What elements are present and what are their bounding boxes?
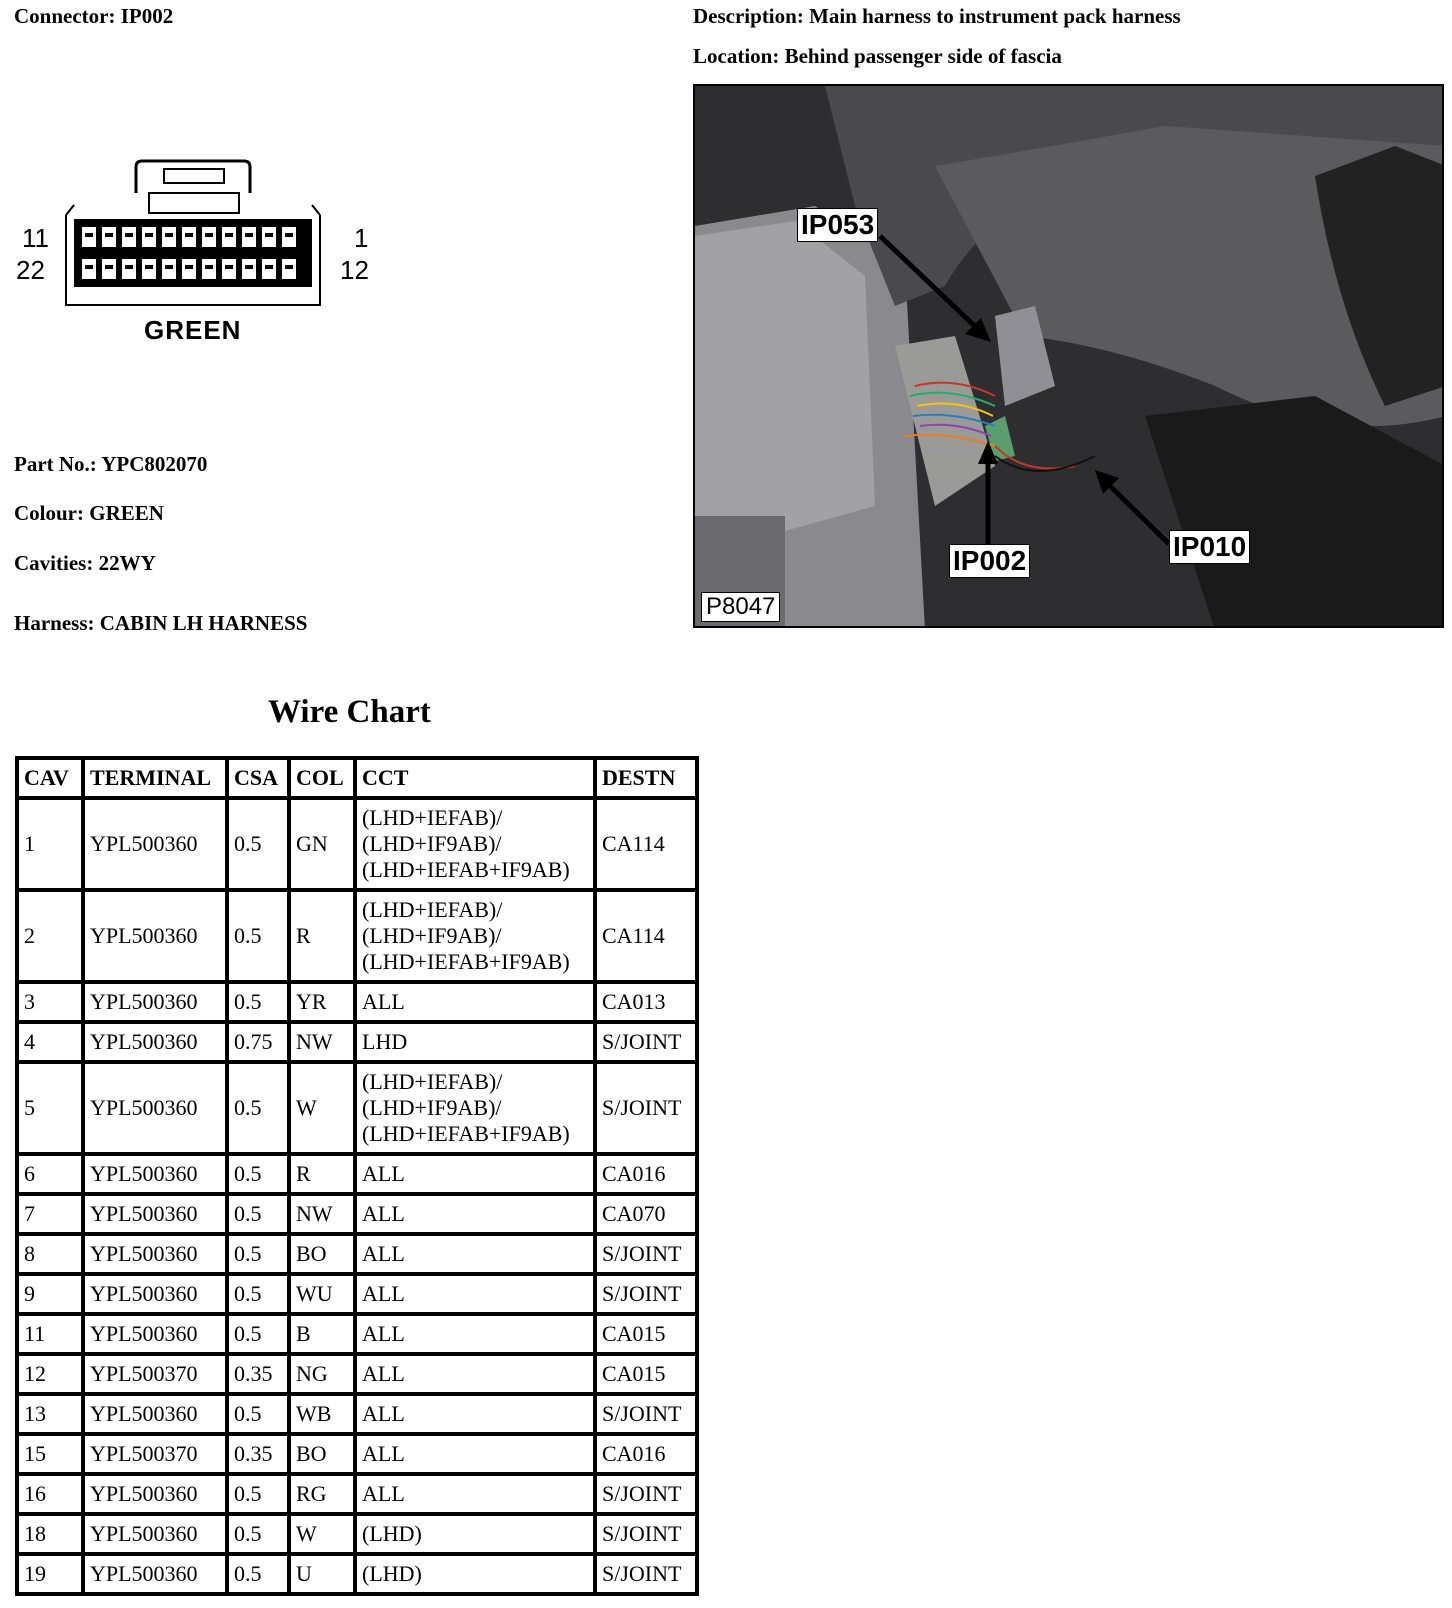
cell-col: RG bbox=[291, 1476, 357, 1516]
cell-cct bbox=[357, 1316, 597, 1356]
cct-line: ALL bbox=[362, 1401, 405, 1426]
cell-cct bbox=[357, 1064, 597, 1156]
cct-line: ALL bbox=[362, 1481, 405, 1506]
cell-cav: 4 bbox=[19, 1024, 85, 1064]
wire-chart-body bbox=[19, 800, 695, 1592]
cell-csa: 0.5 bbox=[229, 1476, 291, 1516]
cell-cav: 9 bbox=[19, 1276, 85, 1316]
cell-terminal: YPL500360 bbox=[85, 1064, 229, 1156]
column-header-cct: CCT bbox=[357, 760, 597, 800]
cct-line: ALL bbox=[362, 1161, 405, 1186]
cct-line: (LHD) bbox=[362, 1521, 422, 1546]
cell-terminal: YPL500360 bbox=[85, 1476, 229, 1516]
cell-destn: CA114 bbox=[597, 800, 695, 892]
cct-line: ALL bbox=[362, 1241, 405, 1266]
cell-terminal: YPL500370 bbox=[85, 1436, 229, 1476]
cell-csa: 0.5 bbox=[229, 1064, 291, 1156]
cell-terminal: YPL500360 bbox=[85, 1236, 229, 1276]
photo-label-ip053: IP053 bbox=[797, 208, 878, 242]
cell-terminal: YPL500360 bbox=[85, 800, 229, 892]
cell-col: R bbox=[291, 892, 357, 984]
cell-col: YR bbox=[291, 984, 357, 1024]
cct-line: (LHD+IF9AB)/ bbox=[362, 831, 502, 856]
cell-cct bbox=[357, 1396, 597, 1436]
cell-csa: 0.5 bbox=[229, 1276, 291, 1316]
connector-diagram bbox=[14, 155, 394, 365]
cct-line: ALL bbox=[362, 1441, 405, 1466]
photo-label-ip002: IP002 bbox=[949, 544, 1030, 578]
cell-cav: 18 bbox=[19, 1516, 85, 1556]
wire-chart-table bbox=[15, 756, 699, 1596]
cell-terminal: YPL500360 bbox=[85, 1396, 229, 1436]
cct-line: ALL bbox=[362, 989, 405, 1014]
cell-csa: 0.5 bbox=[229, 1556, 291, 1592]
location-text: Location: Behind passenger side of fascia bbox=[693, 44, 1062, 68]
table-row bbox=[19, 1276, 695, 1316]
table-row bbox=[19, 1024, 695, 1064]
cell-col: BO bbox=[291, 1436, 357, 1476]
cell-cct bbox=[357, 800, 597, 892]
cell-terminal: YPL500360 bbox=[85, 1276, 229, 1316]
photo-illustration bbox=[695, 86, 1444, 628]
cell-cav: 12 bbox=[19, 1356, 85, 1396]
cell-destn: CA015 bbox=[597, 1356, 695, 1396]
part-number: Part No.: YPC802070 bbox=[14, 452, 208, 476]
cell-cav: 3 bbox=[19, 984, 85, 1024]
cell-terminal: YPL500360 bbox=[85, 1516, 229, 1556]
cell-destn: S/JOINT bbox=[597, 1476, 695, 1516]
cell-col: NG bbox=[291, 1356, 357, 1396]
connector-face-drawing bbox=[14, 155, 394, 315]
table-row bbox=[19, 1396, 695, 1436]
cell-cct bbox=[357, 1356, 597, 1396]
cell-destn: S/JOINT bbox=[597, 1276, 695, 1316]
cell-destn: S/JOINT bbox=[597, 1236, 695, 1276]
cell-csa: 0.5 bbox=[229, 1516, 291, 1556]
photo-reference: P8047 bbox=[701, 592, 780, 622]
cell-cct bbox=[357, 1196, 597, 1236]
cell-destn: CA016 bbox=[597, 1436, 695, 1476]
pin-label-12: 12 bbox=[340, 255, 369, 285]
pin-label-22: 22 bbox=[16, 255, 45, 285]
table-row bbox=[19, 1064, 695, 1156]
cell-cav: 1 bbox=[19, 800, 85, 892]
cell-destn: CA114 bbox=[597, 892, 695, 984]
cell-col: WU bbox=[291, 1276, 357, 1316]
table-row bbox=[19, 800, 695, 892]
cell-cct bbox=[357, 984, 597, 1024]
cell-terminal: YPL500360 bbox=[85, 1316, 229, 1356]
cct-line: (LHD) bbox=[362, 1561, 422, 1586]
column-header-terminal: TERMINAL bbox=[85, 760, 229, 800]
cell-destn: CA016 bbox=[597, 1156, 695, 1196]
table-row bbox=[19, 1476, 695, 1516]
cell-csa: 0.5 bbox=[229, 1196, 291, 1236]
cell-csa: 0.5 bbox=[229, 1236, 291, 1276]
table-row bbox=[19, 984, 695, 1024]
table-row bbox=[19, 1156, 695, 1196]
cct-line: (LHD+IEFAB+IF9AB) bbox=[362, 1121, 570, 1146]
cell-cct bbox=[357, 892, 597, 984]
cell-csa: 0.35 bbox=[229, 1436, 291, 1476]
cell-col: NW bbox=[291, 1024, 357, 1064]
cell-cav: 19 bbox=[19, 1556, 85, 1592]
cell-destn: S/JOINT bbox=[597, 1024, 695, 1064]
cell-destn: S/JOINT bbox=[597, 1064, 695, 1156]
table-row bbox=[19, 1356, 695, 1396]
cell-csa: 0.5 bbox=[229, 800, 291, 892]
pin-label-11: 11 bbox=[22, 223, 49, 253]
cell-destn: CA013 bbox=[597, 984, 695, 1024]
cell-col: GN bbox=[291, 800, 357, 892]
cct-line: ALL bbox=[362, 1201, 405, 1226]
cell-col: W bbox=[291, 1064, 357, 1156]
cell-destn: S/JOINT bbox=[597, 1396, 695, 1436]
location-photo bbox=[693, 84, 1444, 628]
photo-label-ip010: IP010 bbox=[1169, 530, 1250, 564]
cct-line: (LHD+IF9AB)/ bbox=[362, 923, 502, 948]
cell-csa: 0.35 bbox=[229, 1356, 291, 1396]
column-header-cav: CAV bbox=[19, 760, 85, 800]
cell-csa: 0.5 bbox=[229, 892, 291, 984]
cell-cav: 5 bbox=[19, 1064, 85, 1156]
cell-cav: 16 bbox=[19, 1476, 85, 1516]
cct-line: (LHD+IEFAB)/ bbox=[362, 805, 503, 830]
cell-destn: CA015 bbox=[597, 1316, 695, 1356]
table-header-row bbox=[19, 760, 695, 800]
cell-terminal: YPL500360 bbox=[85, 892, 229, 984]
cct-line: (LHD+IEFAB+IF9AB) bbox=[362, 857, 570, 882]
cell-csa: 0.5 bbox=[229, 1396, 291, 1436]
table-row bbox=[19, 1556, 695, 1592]
cell-csa: 0.5 bbox=[229, 1316, 291, 1356]
cell-cct bbox=[357, 1156, 597, 1196]
table-row bbox=[19, 1316, 695, 1356]
cell-cct bbox=[357, 1516, 597, 1556]
cell-cav: 11 bbox=[19, 1316, 85, 1356]
cell-col: NW bbox=[291, 1196, 357, 1236]
cell-cct bbox=[357, 1236, 597, 1276]
cell-terminal: YPL500360 bbox=[85, 1024, 229, 1064]
table-row bbox=[19, 1436, 695, 1476]
cell-terminal: YPL500360 bbox=[85, 1196, 229, 1236]
cell-col: R bbox=[291, 1156, 357, 1196]
cct-line: LHD bbox=[362, 1029, 408, 1054]
cell-col: W bbox=[291, 1516, 357, 1556]
cct-line: ALL bbox=[362, 1321, 405, 1346]
connector-color-label: GREEN bbox=[144, 315, 242, 345]
cell-cav: 2 bbox=[19, 892, 85, 984]
cell-col: B bbox=[291, 1316, 357, 1356]
harness-info: Harness: CABIN LH HARNESS bbox=[14, 611, 308, 635]
cell-cav: 7 bbox=[19, 1196, 85, 1236]
cell-cav: 8 bbox=[19, 1236, 85, 1276]
connector-heading: Connector: IP002 bbox=[14, 4, 174, 28]
cct-line: ALL bbox=[362, 1361, 405, 1386]
table-row bbox=[19, 1236, 695, 1276]
column-header-destn: DESTN bbox=[597, 760, 695, 800]
cell-csa: 0.5 bbox=[229, 984, 291, 1024]
column-header-csa: CSA bbox=[229, 760, 291, 800]
cell-terminal: YPL500370 bbox=[85, 1356, 229, 1396]
colour-info: Colour: GREEN bbox=[14, 501, 164, 525]
cell-destn: S/JOINT bbox=[597, 1516, 695, 1556]
cell-cct bbox=[357, 1024, 597, 1064]
cell-csa: 0.75 bbox=[229, 1024, 291, 1064]
description-text: Description: Main harness to instrument pack harness bbox=[693, 4, 1181, 28]
cell-destn: CA070 bbox=[597, 1196, 695, 1236]
cell-cct bbox=[357, 1436, 597, 1476]
cct-line: (LHD+IF9AB)/ bbox=[362, 1095, 502, 1120]
cct-line: (LHD+IEFAB+IF9AB) bbox=[362, 949, 570, 974]
table-row bbox=[19, 1196, 695, 1236]
wire-chart-title: Wire Chart bbox=[268, 694, 431, 730]
cell-terminal: YPL500360 bbox=[85, 1556, 229, 1592]
cavities-info: Cavities: 22WY bbox=[14, 551, 156, 575]
table-row bbox=[19, 1516, 695, 1556]
cct-line: (LHD+IEFAB)/ bbox=[362, 897, 503, 922]
column-header-col: COL bbox=[291, 760, 357, 800]
cct-line: (LHD+IEFAB)/ bbox=[362, 1069, 503, 1094]
table-row bbox=[19, 892, 695, 984]
cell-cct bbox=[357, 1556, 597, 1592]
cell-cav: 15 bbox=[19, 1436, 85, 1476]
pin-label-1: 1 bbox=[354, 223, 369, 253]
cell-cct bbox=[357, 1476, 597, 1516]
cell-csa: 0.5 bbox=[229, 1156, 291, 1196]
cell-terminal: YPL500360 bbox=[85, 984, 229, 1024]
cell-col: WB bbox=[291, 1396, 357, 1436]
cell-cct bbox=[357, 1276, 597, 1316]
cell-col: BO bbox=[291, 1236, 357, 1276]
cell-destn: S/JOINT bbox=[602, 1561, 682, 1586]
cell-terminal: YPL500360 bbox=[85, 1156, 229, 1196]
cell-cav: 13 bbox=[19, 1396, 85, 1436]
cell-col: U bbox=[291, 1556, 357, 1592]
cct-line: ALL bbox=[362, 1281, 405, 1306]
cell-cav: 6 bbox=[19, 1156, 85, 1196]
